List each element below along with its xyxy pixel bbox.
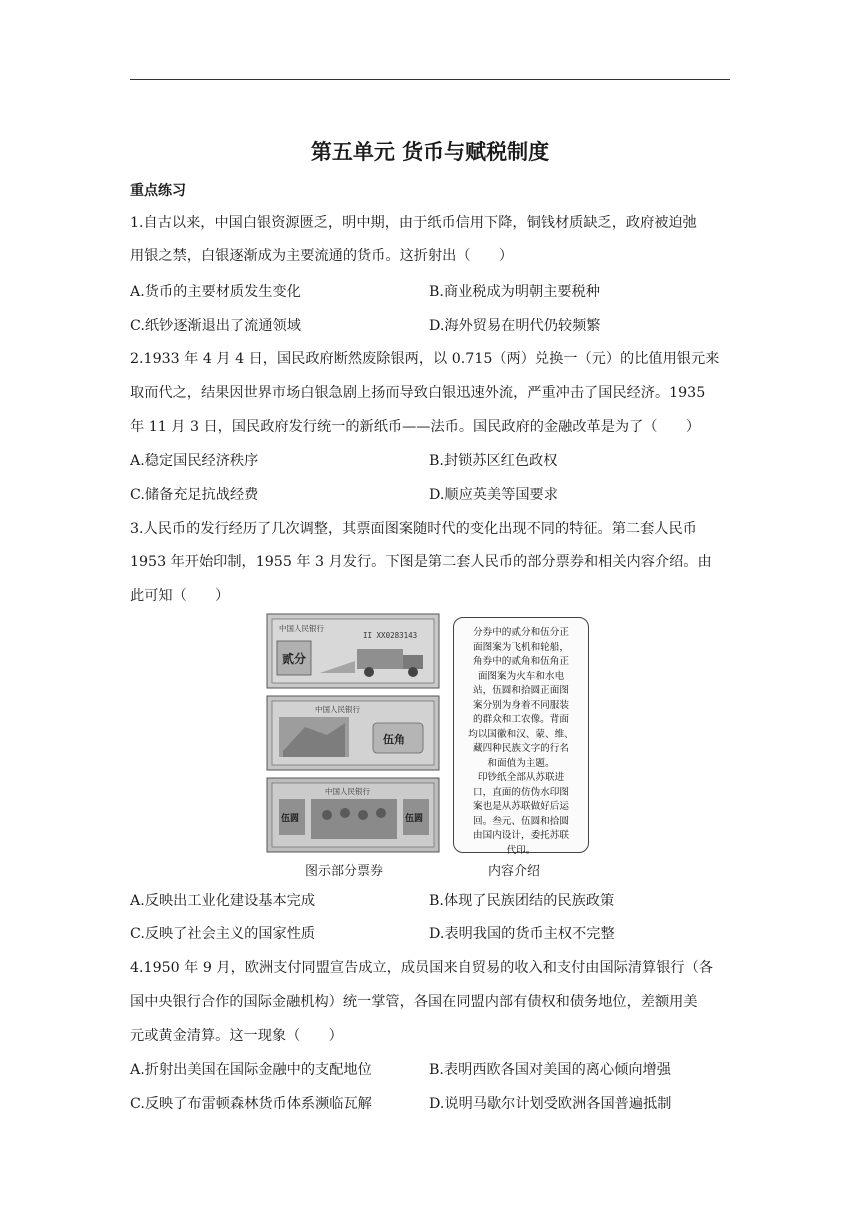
intro-line: 和面值为主题。 — [487, 757, 555, 769]
figure-caption-left: 图示部分票券 — [305, 864, 384, 879]
q4-line-1: 4.1950 年 9 月，欧洲支付同盟宣告成立，成员国来自贸易的收入和支付由国际清算银行（各 — [130, 960, 713, 976]
header-rule — [130, 79, 730, 80]
intro-line: 藏四种民族文字的行名 — [473, 743, 569, 754]
intro-line: 口，直面的仿伪水印图 — [473, 786, 569, 798]
q3-line-1: 3.人民币的发行经历了几次调整，其票面图案随时代的变化出现不同的特征。第二套人民币 — [130, 521, 697, 537]
q4-option-d[interactable]: D.说明马歇尔计划受欧洲各国普遍抵制 — [429, 1096, 672, 1112]
intro-line: 面图案为飞机和轮船， — [473, 641, 569, 653]
banknote-images — [265, 611, 445, 856]
q3-line-2: 1953 年开始印制，1955 年 3 月发行。下图是第二套人民币的部分票券和相关内容介绍。由 — [130, 554, 712, 570]
banknote-figure — [265, 611, 595, 881]
note1-serial: II XX0283143 — [363, 631, 418, 640]
banknote-fen — [267, 614, 439, 688]
intro-line: 回。叁元、伍圆和拾圆 — [473, 815, 569, 827]
note2-bank-name: 中国人民银行 — [315, 705, 360, 714]
q3-option-c[interactable]: C.反映了社会主义的国家性质 — [130, 926, 316, 942]
q1-line-2: 用银之禁，白银逐渐成为主要流通的货币。这折射出（ ） — [130, 248, 514, 264]
q2-option-d[interactable]: D.顺应英美等国要求 — [429, 487, 558, 503]
q4-line-3: 元或黄金清算。这一现象（ ） — [130, 1028, 343, 1044]
q4-option-c[interactable]: C.反映了布雷顿森林货币体系濒临瓦解 — [130, 1096, 372, 1112]
intro-line: 案也是从苏联做好后运 — [473, 801, 569, 812]
intro-line: 面图案为火车和水电 — [477, 670, 565, 682]
intro-line: 均以国徽和汉、蒙、维、 — [468, 728, 574, 740]
note1-bank-name: 中国人民银行 — [279, 624, 324, 633]
q3-line-3: 此可知（ ） — [130, 588, 230, 604]
section-heading: 重点练习 — [130, 183, 186, 199]
q2-option-a[interactable]: A.稳定国民经济秩序 — [130, 453, 259, 469]
note3-bank-name: 中国人民银行 — [325, 787, 370, 796]
q1-option-d[interactable]: D.海外贸易在明代仍较频繁 — [429, 318, 601, 334]
banknote-yuan — [267, 778, 439, 852]
note2-denomination: 伍角 — [383, 733, 405, 746]
note1-denomination: 贰分 — [282, 652, 307, 666]
q3-option-a[interactable]: A.反映出工业化建设基本完成 — [130, 893, 316, 909]
q1-option-b[interactable]: B.商业税成为明朝主要税种 — [429, 284, 600, 300]
q2-option-c[interactable]: C.储备充足抗战经费 — [130, 487, 259, 503]
q2-line-3: 年 11 月 3 日，国民政府发行统一的新纸币——法币。国民政府的金融改革是为了（ ） — [130, 419, 701, 435]
q4-option-b[interactable]: B.表明西欧各国对美国的离心倾向增强 — [429, 1062, 671, 1078]
q3-option-d[interactable]: D.表明我国的货币主权不完整 — [429, 926, 615, 942]
q4-option-a[interactable]: A.折射出美国在国际金融中的支配地位 — [130, 1062, 372, 1078]
figure-caption-right: 内容介绍 — [488, 864, 541, 879]
q2-option-b[interactable]: B.封锁苏区红色政权 — [429, 453, 558, 469]
q4-line-2: 国中央银行合作的国际金融机构）统一掌管，各国在同盟内部有债权和债务地位，差额用美 — [130, 994, 698, 1010]
note3-denomination-left: 伍圆 — [281, 814, 300, 824]
intro-line: 由国内设计，委托苏联 — [473, 830, 569, 841]
q1-line-1: 1.自古以来，中国白银资源匮乏，明中期，由于纸币信用下降，铜钱材质缺乏，政府被迫弛 — [130, 215, 697, 231]
intro-line: 角券中的贰角和伍角正 — [473, 656, 569, 667]
q3-option-b[interactable]: B.体现了民族团结的民族政策 — [429, 893, 615, 909]
banknote-jiao — [267, 696, 439, 770]
intro-line: 的群众和工农像。背面 — [473, 714, 569, 725]
intro-line: 案分别为身着不同服装 — [473, 699, 569, 711]
intro-line: 分券中的贰分和伍分正 — [473, 627, 569, 638]
q1-option-a[interactable]: A.货币的主要材质发生变化 — [130, 284, 301, 300]
content-introduction-box — [453, 617, 589, 856]
content-introduction-text — [460, 626, 582, 858]
intro-line: 代印。 — [506, 844, 536, 856]
q2-line-2: 取而代之，结果因世界市场白银急剧上扬而导致白银迅速外流，严重冲击了国民经济。1935 — [130, 385, 706, 401]
q1-option-c[interactable]: C.纸钞逐渐退出了流通领域 — [130, 318, 301, 334]
intro-line: 印钞纸全部从苏联进 — [477, 772, 565, 783]
note3-denomination-right: 伍圆 — [405, 814, 424, 824]
q2-line-1: 2.1933 年 4 月 4 日，国民政府断然废除银两，以 0.715（两）兑换一（元）的比值用银元来 — [130, 351, 720, 367]
intro-line: 站，伍圆和拾圆正面图 — [473, 685, 569, 696]
page-title: 第五单元 货币与赋税制度 — [310, 140, 550, 164]
